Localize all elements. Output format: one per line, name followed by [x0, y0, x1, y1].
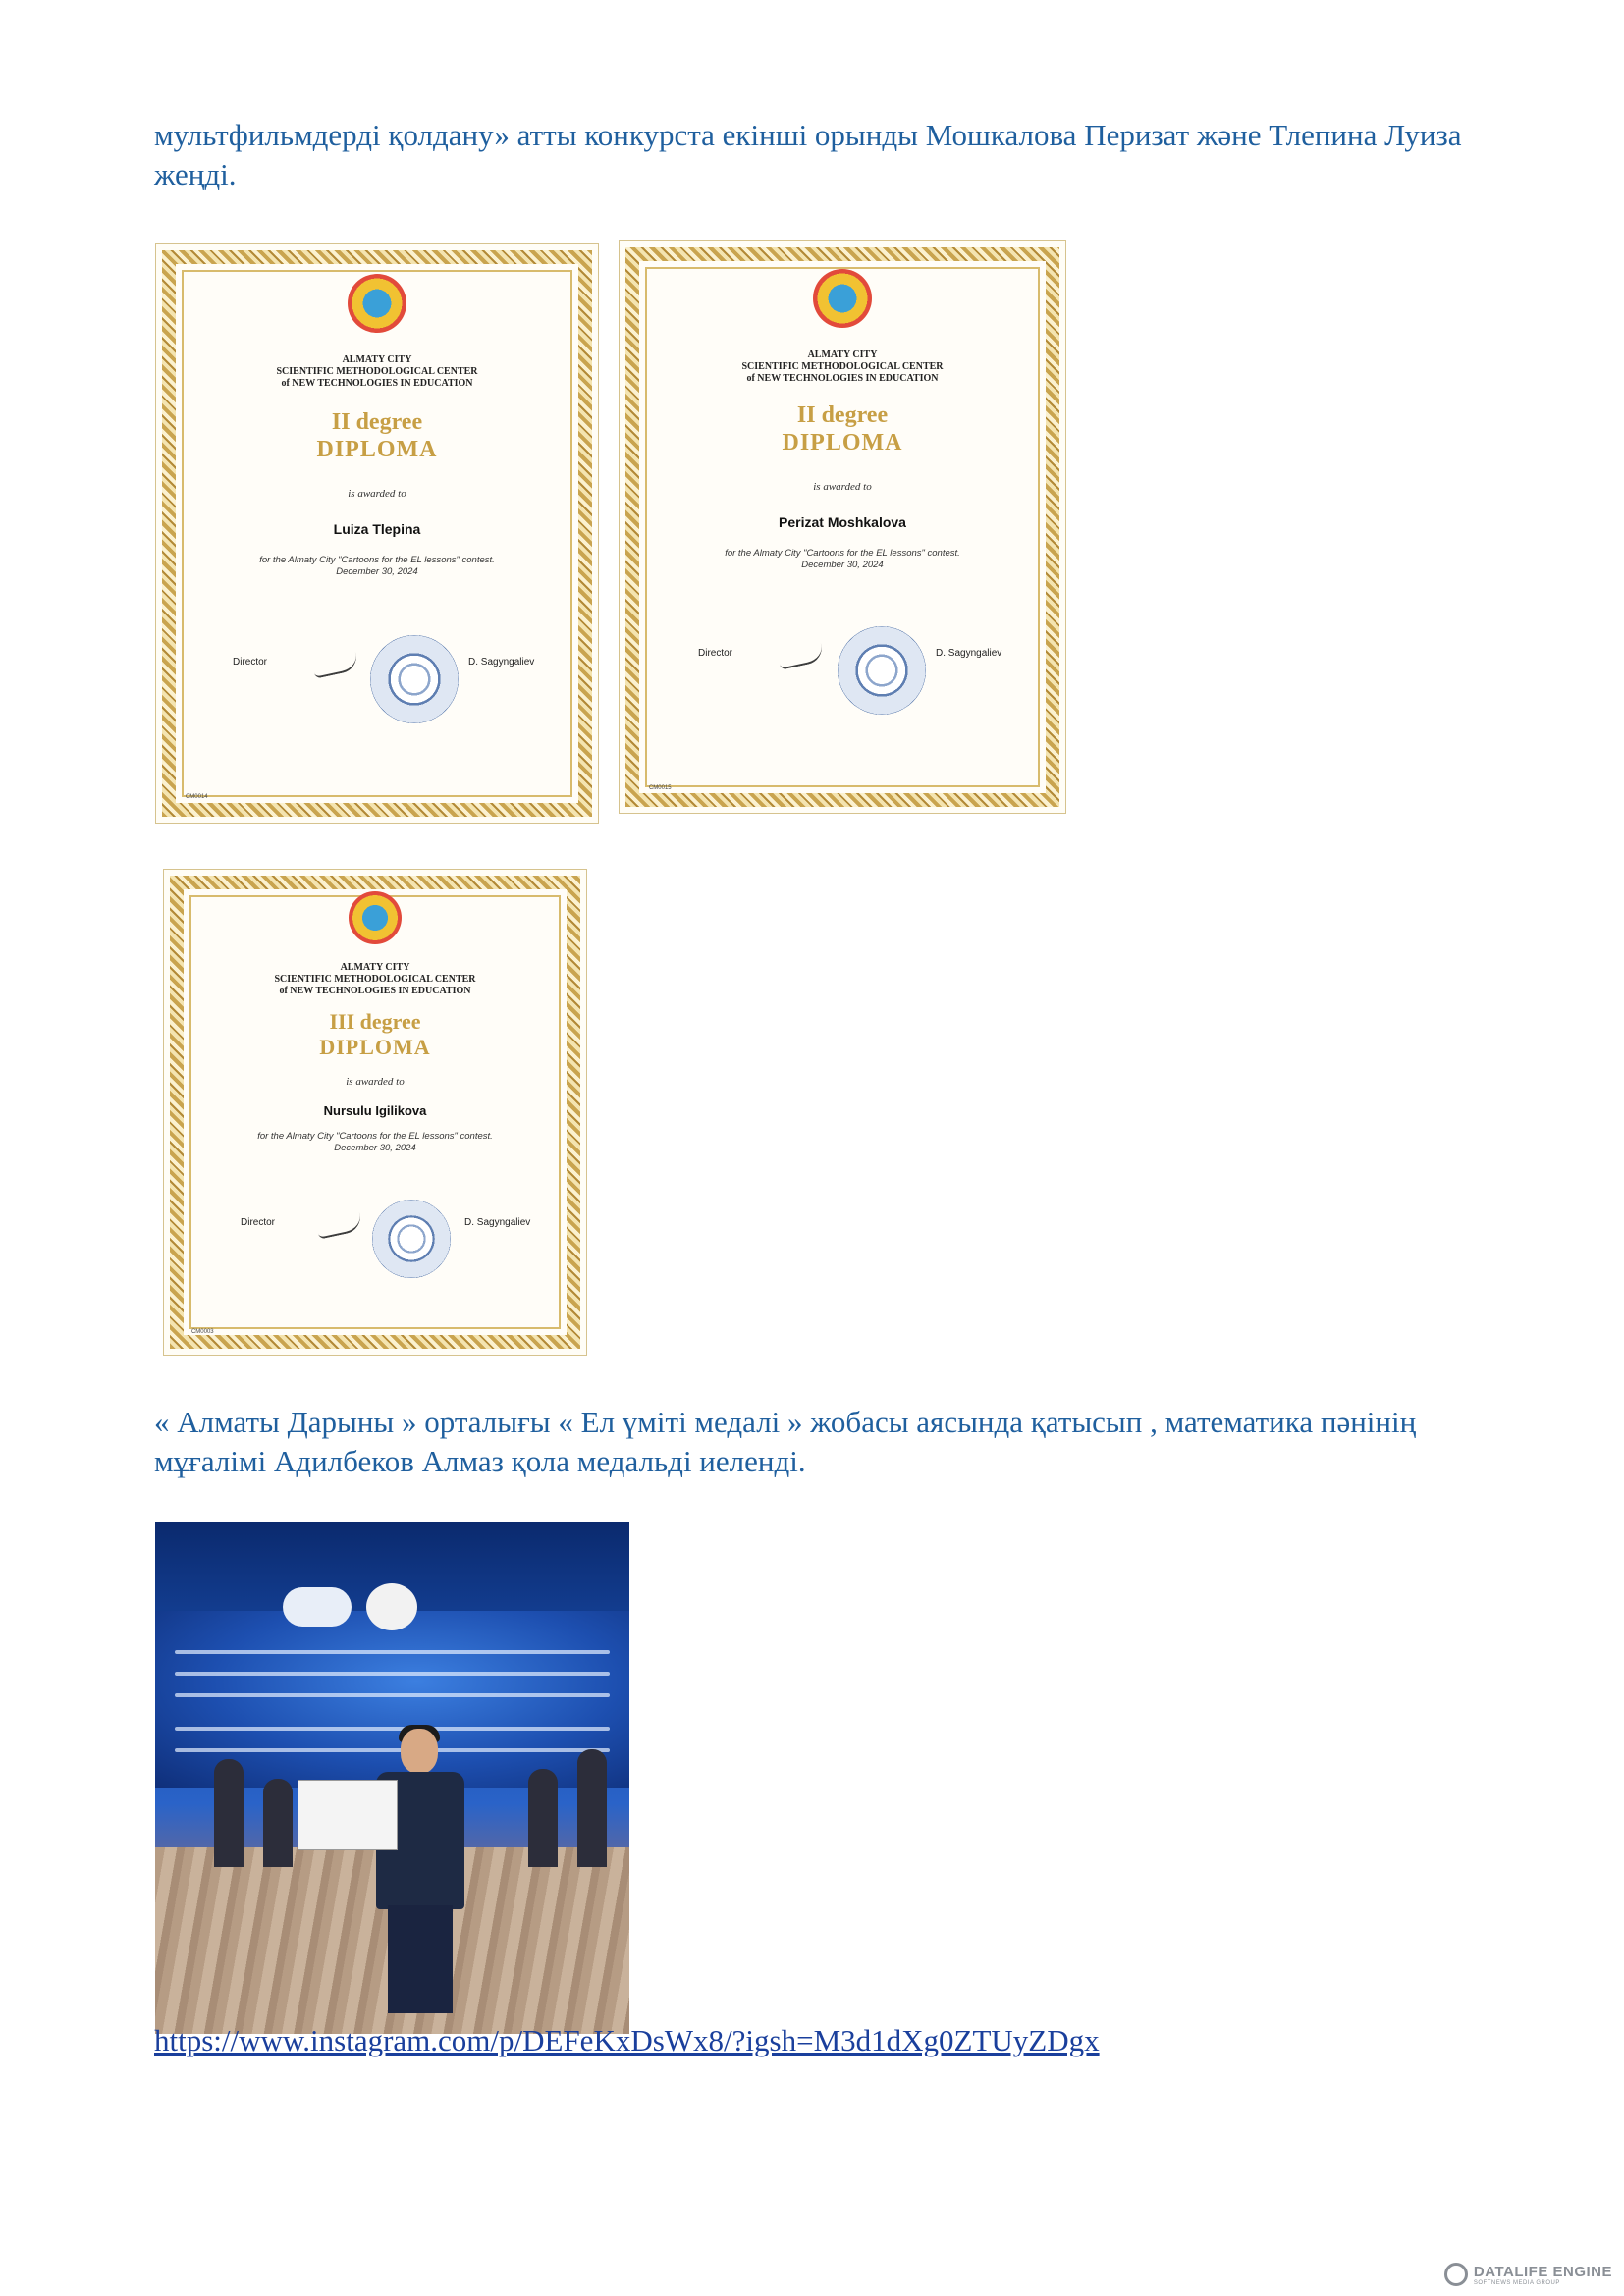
daryny-logo-icon: [366, 1583, 417, 1630]
almaty-emblem-icon: [348, 274, 406, 333]
watermark-text: [1474, 2264, 1612, 2286]
diploma-awarded-to: is awarded to: [813, 481, 872, 493]
org-line: ALMATY CITY: [342, 354, 412, 365]
diploma-reason: [620, 548, 1065, 571]
org-line: of NEW TECHNOLOGIES IN EDUCATION: [281, 378, 473, 389]
reason-line: December 30, 2024: [801, 560, 884, 570]
state-seal-icon: [372, 1200, 451, 1278]
background-person: [577, 1749, 607, 1867]
eu-logo-icon: [283, 1587, 352, 1627]
diploma-title: DIPLOMA: [316, 437, 438, 462]
org-line: SCIENTIFIC METHODOLOGICAL CENTER: [274, 974, 476, 985]
almaty-emblem-icon: [813, 269, 872, 328]
banner-text-line: [175, 1672, 610, 1676]
state-seal-icon: [370, 635, 459, 723]
reason-line: December 30, 2024: [334, 1143, 416, 1153]
diploma-director-label: Director: [241, 1217, 276, 1228]
datalife-logo-icon: [1444, 2263, 1468, 2286]
diploma-title: DIPLOMA: [319, 1035, 431, 1059]
diploma-signer: D. Sagyngaliev: [464, 1217, 531, 1228]
datalife-watermark: [1444, 2263, 1612, 2286]
diploma-director-label: Director: [698, 648, 733, 659]
reason-line: for the Almaty City "Cartoons for the EL lessons" contest.: [259, 555, 495, 565]
diploma-degree: II degree: [331, 409, 423, 435]
diploma-signer: D. Sagyngaliev: [468, 657, 535, 667]
org-line: of NEW TECHNOLOGIES IN EDUCATION: [279, 986, 471, 996]
diploma-serial: СМ0014: [186, 794, 208, 800]
instagram-link[interactable]: https://www.instagram.com/p/DEFeKxDsWx8/?igsh=M3d1dXg0ZTUyZDgx: [154, 2023, 1100, 2057]
diploma-degree: II degree: [796, 402, 889, 428]
diploma-image-luiza: [155, 243, 599, 824]
diploma-awarded-to: is awarded to: [346, 1076, 405, 1088]
banner-text-line: [175, 1650, 610, 1654]
diploma-org: [164, 962, 586, 997]
org-line: SCIENTIFIC METHODOLOGICAL CENTER: [276, 366, 478, 377]
diploma-org: [156, 354, 598, 390]
diploma-recipient-name: Perizat Moshkalova: [779, 514, 906, 530]
diploma-recipient-name: Nursulu Igilikova: [323, 1103, 427, 1118]
diploma-serial: СМ0015: [649, 785, 672, 791]
org-line: SCIENTIFIC METHODOLOGICAL CENTER: [741, 361, 944, 372]
diploma-recipient-name: Luiza Tlepina: [333, 521, 421, 537]
diploma-degree: III degree: [329, 1009, 421, 1034]
person-legs: [388, 1905, 453, 2013]
medalist-person: [366, 1729, 474, 2023]
diploma-reason: [156, 555, 598, 578]
watermark-main: DATALIFE ENGINE: [1473, 2263, 1612, 2280]
reason-line: for the Almaty City "Cartoons for the EL lessons" contest.: [725, 548, 960, 559]
diploma-org: [620, 349, 1065, 385]
watermark-sub: SOFTNEWS MEDIA GROUP: [1473, 2279, 1560, 2286]
org-line: of NEW TECHNOLOGIES IN EDUCATION: [746, 373, 939, 384]
award-ceremony-photo: [155, 1522, 629, 2034]
background-person: [263, 1779, 293, 1867]
org-line: ALMATY CITY: [807, 349, 878, 360]
diploma-image-perizat: [619, 240, 1066, 814]
diploma-director-label: Director: [233, 657, 268, 667]
diploma-signer: D. Sagyngaliev: [936, 648, 1002, 659]
diploma-serial: СМ0003: [191, 1329, 214, 1335]
background-person: [528, 1769, 558, 1867]
diploma-awarded-to: is awarded to: [348, 488, 406, 500]
paragraph-contest-result: мультфильмдерді қолдану» атты конкурста екінші орынды Мошкалова Перизат және Тлепина Луиза жеңді.: [154, 118, 1462, 191]
person-head: [401, 1729, 438, 1774]
paragraph-medal-result: « Алматы Дарыны » орталығы « Ел үміті медалі » жобасы аясында қатысып , математика пәнінің мұғалімі Адилбеков Алмаз қола медальді иеленді.: [154, 1405, 1417, 1478]
diploma-reason: [164, 1131, 586, 1154]
state-seal-icon: [838, 626, 926, 715]
background-person: [214, 1759, 244, 1867]
certificate-held: [298, 1780, 398, 1850]
reason-line: December 30, 2024: [336, 566, 418, 577]
banner-text-line: [175, 1693, 610, 1697]
diploma-image-nursulu: [163, 869, 587, 1356]
diploma-title: DIPLOMA: [782, 430, 903, 455]
almaty-emblem-icon: [349, 891, 402, 944]
org-line: ALMATY CITY: [340, 962, 410, 973]
reason-line: for the Almaty City "Cartoons for the EL lessons" contest.: [257, 1131, 493, 1142]
